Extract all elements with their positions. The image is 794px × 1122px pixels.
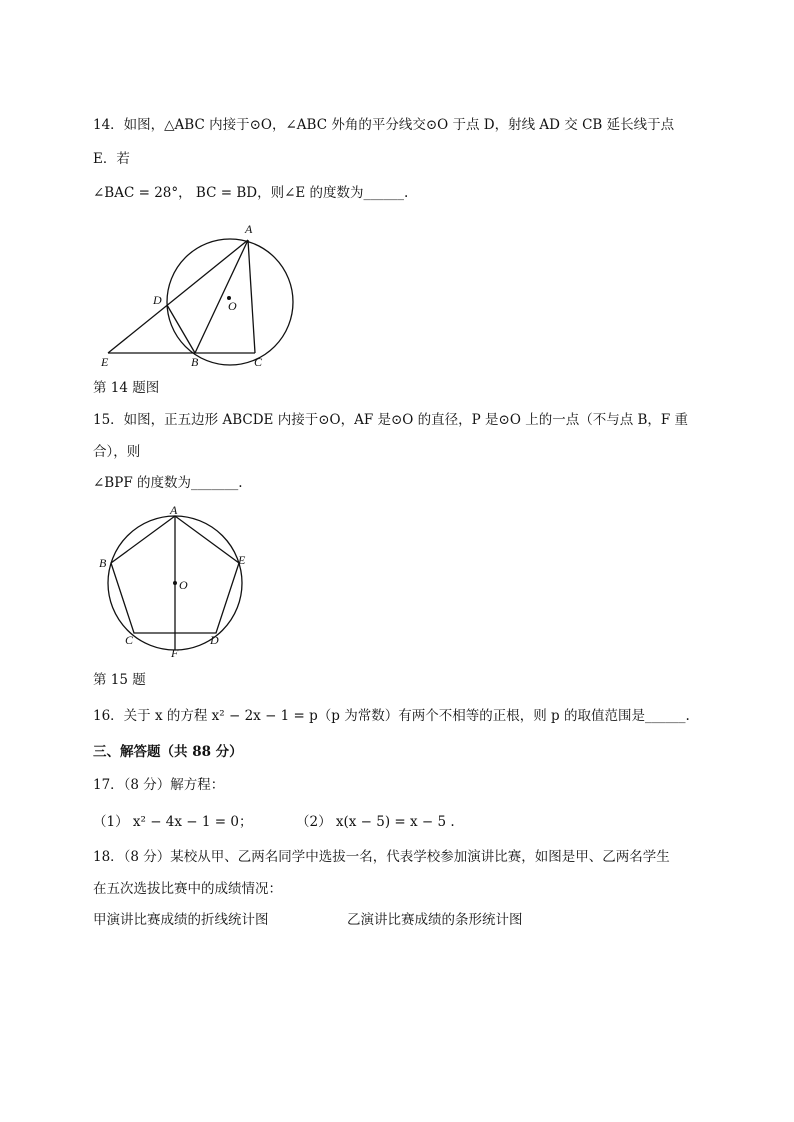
- q14-line1: 14．如图，△ABC 内接于⊙O，∠ABC 外角的平分线交⊙O 于点 D，射线 AD 交 CB 延长线于点: [93, 117, 675, 133]
- q14-label-C: C: [254, 355, 263, 369]
- q14-line-AB: [195, 240, 248, 353]
- q14-line-EA: [108, 240, 248, 353]
- q16-line1: 16．关于 x 的方程 x² − 2x − 1 = p（p 为常数）有两个不相等的正根，则 p 的取值范围是______.: [93, 708, 690, 724]
- q15-label-D: D: [210, 633, 219, 647]
- q14-figure: [95, 220, 305, 375]
- q15-label-O: O: [179, 578, 188, 592]
- q15-center-dot: [173, 581, 177, 585]
- q14-label-B: B: [191, 355, 199, 369]
- q14-label-E: E: [101, 355, 109, 369]
- q18-line1: 18．（8 分）某校从甲、乙两名同学中选拔一名，代表学校参加演讲比赛，如图是甲、乙两名学生: [93, 849, 670, 865]
- q14-line3: ∠BAC = 28°， BC = BD，则∠E 的度数为______.: [93, 185, 409, 201]
- q14-caption: 第 14 题图: [93, 380, 160, 396]
- q15-label-A: A: [170, 503, 178, 517]
- q14-line-AC: [248, 240, 255, 353]
- q18-chart-a-title: 甲演讲比赛成绩的折线统计图: [93, 912, 269, 928]
- q14-line2: E．若: [93, 151, 130, 167]
- q15-label-B: B: [99, 556, 107, 570]
- q18-chart-b-title: 乙演讲比赛成绩的条形统计图: [347, 912, 523, 928]
- q15-label-C: C: [125, 633, 134, 647]
- q15-line1: 15．如图，正五边形 ABCDE 内接于⊙O，AF 是⊙O 的直径，P 是⊙O 上的一点（不与点 B，F 重: [93, 412, 689, 428]
- q17-line1: 17．（8 分）解方程：: [93, 777, 225, 793]
- q18-line2: 在五次选拔比赛中的成绩情况：: [93, 881, 282, 897]
- q14-label-O: O: [228, 299, 237, 313]
- q15-figure: [95, 505, 255, 665]
- q14-label-A: A: [245, 222, 253, 236]
- q15-caption: 第 15 题: [93, 672, 146, 688]
- q15-line2: 合），则: [93, 444, 141, 460]
- section3-title: 三、解答题（共 88 分）: [93, 744, 243, 760]
- q17-part1: （1） x² − 4x − 1 = 0；: [93, 814, 253, 830]
- q15-label-E: E: [238, 553, 246, 567]
- q15-label-F: F: [171, 646, 179, 660]
- q14-label-D: D: [153, 293, 162, 307]
- q15-line3: ∠BPF 的度数为_______.: [93, 475, 243, 491]
- q14-line-DB: [167, 305, 195, 353]
- q17-part2: （2） x(x − 5) = x − 5 .: [296, 814, 455, 830]
